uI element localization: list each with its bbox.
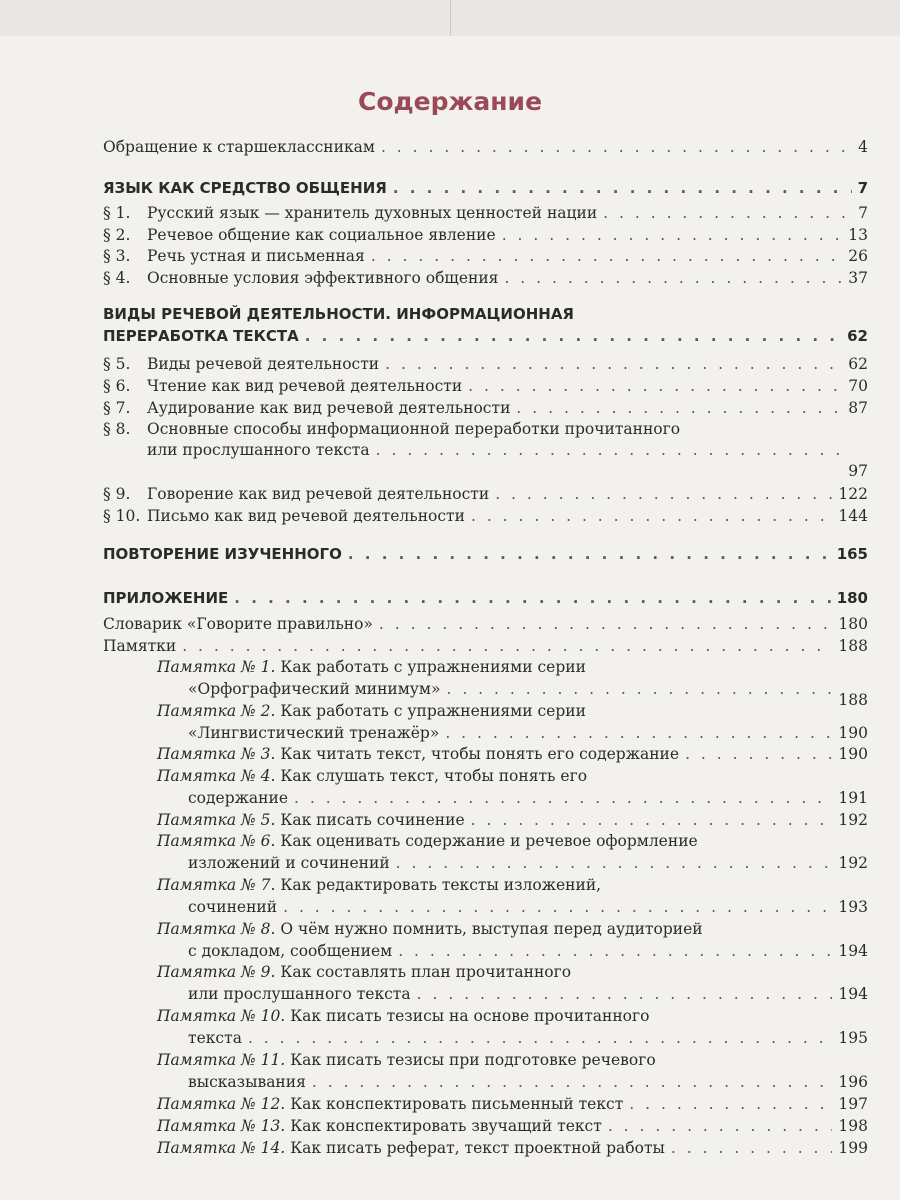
- toc-entry[interactable]: Памятки . . . 188: [103, 637, 868, 655]
- memo-entry-line2[interactable]: текста . . . 195: [188, 1029, 868, 1047]
- memo-entry[interactable]: Памятка № 3. Как читать текст, чтобы понять его содержание . . . 190: [157, 745, 868, 763]
- entry-text: Обращение к старшеклассникам: [103, 138, 375, 156]
- memo-entry-line2[interactable]: или прослушанного текста . . . 194: [188, 985, 868, 1003]
- memo-entry-line1[interactable]: Памятка № 1. Как работать с упражнениями серии: [157, 658, 586, 676]
- memo-entry-line1[interactable]: Памятка № 6. Как оценивать содержание и речевое оформление: [157, 832, 698, 850]
- memo-entry-line1[interactable]: Памятка № 9. Как составлять план прочитанного: [157, 963, 572, 981]
- memo-entry-line2[interactable]: «Орфографический минимум» . . . 188: [188, 680, 868, 698]
- toc-entry[interactable]: § 9. Говорение как вид речевой деятельности . . . 122: [103, 485, 868, 503]
- toc-entry[interactable]: § 4. Основные условия эффективного общения . . . 37: [103, 269, 868, 287]
- memo-entry-line2[interactable]: с докладом, сообщением . . . 194: [188, 942, 868, 960]
- memo-entry-line1[interactable]: Памятка № 8. О чём нужно помнить, выступая перед аудиторией: [157, 920, 703, 938]
- toc-entry[interactable]: § 3. Речь устная и письменная . . . 26: [103, 247, 868, 265]
- memo-entry-line2[interactable]: сочинений . . . 193: [188, 898, 868, 916]
- toc-entry[interactable]: § 10. Письмо как вид речевой деятельности . . . 144: [103, 507, 868, 525]
- toc-entry[interactable]: Словарик «Говорите правильно» . . . 180: [103, 615, 868, 633]
- memo-entry-line2[interactable]: изложений и сочинений . . . 192: [188, 854, 868, 872]
- toc-entry-line2[interactable]: или прослушанного текста . . . 97: [147, 441, 868, 459]
- toc-entry[interactable]: § 2. Речевое общение как социальное явление . . . 13: [103, 226, 868, 244]
- memo-entry[interactable]: Памятка № 12. Как конспектировать письменный текст . . . 197: [157, 1095, 868, 1113]
- memo-entry-line2[interactable]: содержание . . . 191: [188, 789, 868, 807]
- memo-entry-line1[interactable]: Памятка № 4. Как слушать текст, чтобы понять его: [157, 767, 588, 785]
- memo-entry-line1[interactable]: Памятка № 2. Как работать с упражнениями серии: [157, 702, 586, 720]
- toc-entry[interactable]: § 5. Виды речевой деятельности . . . 62: [103, 355, 868, 373]
- toc-entry[interactable]: § 7. Аудирование как вид речевой деятельности . . . 87: [103, 399, 868, 417]
- part-heading: ВИДЫ РЕЧЕВОЙ ДЕЯТЕЛЬНОСТИ. ИНФОРМАЦИОННАЯ: [103, 305, 574, 323]
- memo-entry[interactable]: Памятка № 14. Как писать реферат, текст проектной работы . . . 199: [157, 1139, 868, 1157]
- part-heading[interactable]: ПЕРЕРАБОТКА ТЕКСТА . . . 62: [103, 327, 868, 345]
- memo-entry-line2[interactable]: «Лингвистический тренажёр» . . . 190: [188, 724, 868, 742]
- memo-entry-line2[interactable]: высказывания . . . 196: [188, 1073, 868, 1091]
- page-fold: [450, 0, 451, 36]
- page-number: 4: [858, 138, 868, 156]
- toc-entry[interactable]: § 6. Чтение как вид речевой деятельности . . . 70: [103, 377, 868, 395]
- memo-entry-line1[interactable]: Памятка № 7. Как редактировать тексты изложений,: [157, 876, 602, 894]
- page-title: Содержание: [357, 87, 543, 116]
- toc-entry-line1[interactable]: § 8. Основные способы информационной переработки прочитанного: [103, 420, 681, 438]
- page-number: 7: [857, 179, 868, 197]
- memo-entry-line1[interactable]: Памятка № 10. Как писать тезисы на основе прочитанного: [157, 1007, 650, 1025]
- part-heading[interactable]: ПОВТОРЕНИЕ ИЗУЧЕННОГО . . . 165: [103, 545, 868, 563]
- memo-entry[interactable]: Памятка № 13. Как конспектировать звучащий текст . . . 198: [157, 1117, 868, 1135]
- memo-entry-line1[interactable]: Памятка № 11. Как писать тезисы при подготовке речевого: [157, 1051, 656, 1069]
- part-heading[interactable]: ПРИЛОЖЕНИЕ . . . 180: [103, 589, 868, 607]
- toc-entry[interactable]: § 1. Русский язык — хранитель духовных ценностей нации . . . 7: [103, 204, 868, 222]
- memo-entry[interactable]: Памятка № 5. Как писать сочинение . . . 192: [157, 811, 868, 829]
- part-heading[interactable]: ЯЗЫК КАК СРЕДСТВО ОБЩЕНИЯ . . . 7: [103, 179, 868, 197]
- toc-entry-intro[interactable]: [103, 138, 868, 156]
